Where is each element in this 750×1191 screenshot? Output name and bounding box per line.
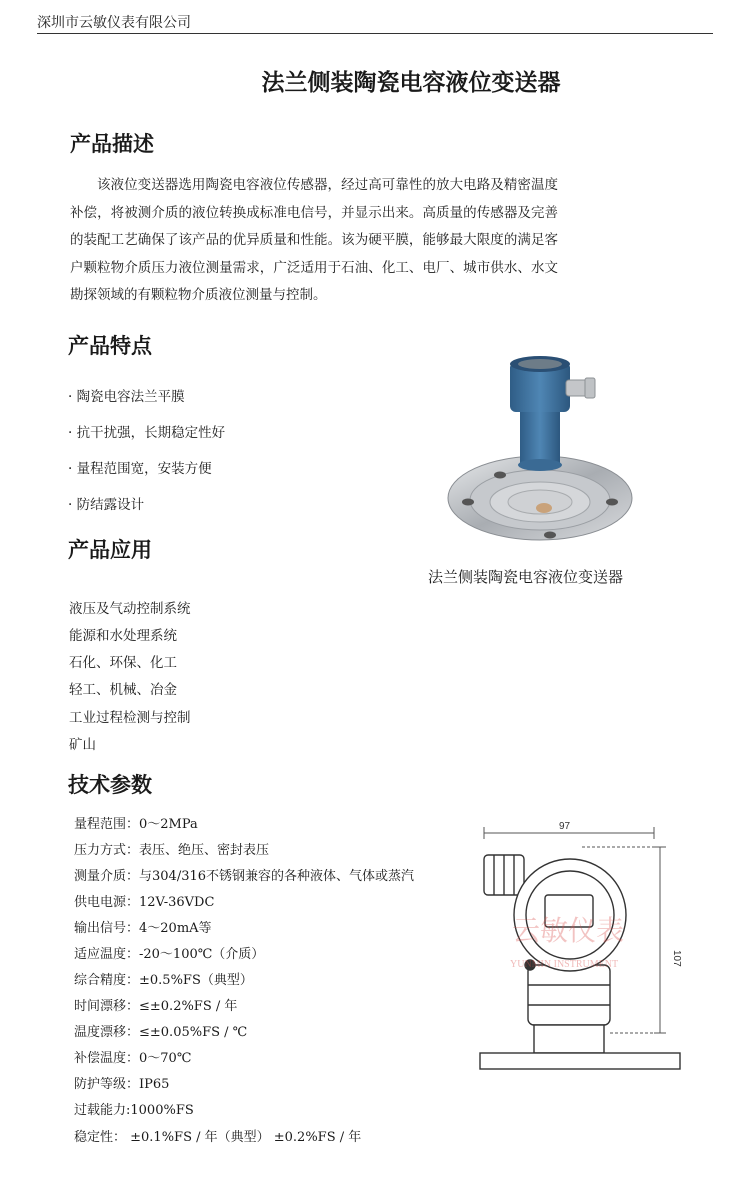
header-divider [37, 33, 713, 34]
page-title: 法兰侧装陶瓷电容液位变送器 [261, 70, 561, 96]
section-heading-applications: 产品应用 [68, 538, 152, 562]
spec-item: 适应温度：-20～100℃（介质） [74, 947, 265, 962]
application-item: 工业过程检测与控制 [69, 710, 191, 726]
feature-item: · 防结露设计 [68, 497, 145, 513]
spec-item: 压力方式：表压、绝压、密封表压 [74, 843, 270, 858]
height-dimension-label: 107 [671, 950, 682, 967]
feature-item: · 量程范围宽，安装方便 [68, 461, 212, 477]
spec-item: 防护等级：IP65 [74, 1077, 170, 1092]
spec-item: 过载能力:1000%FS [74, 1103, 194, 1118]
spec-item: 测量介质：与304/316不锈钢兼容的各种液体、气体或蒸汽 [74, 869, 415, 884]
section-heading-description: 产品描述 [70, 132, 154, 156]
photo-caption: 法兰侧装陶瓷电容液位变送器 [428, 568, 624, 586]
application-item: 液压及气动控制系统 [69, 601, 191, 617]
application-item: 矿山 [69, 737, 96, 753]
dimension-drawing [470, 815, 700, 1075]
company-header: 深圳市云敏仪表有限公司 [37, 15, 191, 31]
watermark-cn: 云敏仪表 [512, 914, 625, 947]
spec-item: 输出信号：4～20mA等 [74, 921, 212, 936]
section-heading-features: 产品特点 [68, 334, 152, 358]
spec-item: 综合精度：±0.5%FS（典型） [74, 973, 253, 988]
width-dimension-label: 97 [559, 821, 571, 832]
application-item: 轻工、机械、冶金 [69, 682, 177, 698]
description-paragraph: 该液位变送器选用陶瓷电容液位传感器，经过高可靠性的放大电路及精密温度补偿，将被测介质的液位转换成标准电信号，并显示出来。高质量的传感器及完善的装配工艺确保了该产品的优异质量和性能。该为硬平膜，能够最大限度的满足客户颗粒物介质压力液位测量需求，广泛适用于石油、化工、电厂、城市供水、水文勘探领域的有颗粒物介质液位测量与控制。 [70, 177, 558, 303]
application-item: 能源和水处理系统 [69, 628, 177, 644]
spec-item: 温度漂移：≤±0.05%FS / ℃ [74, 1025, 248, 1040]
spec-item: 供电电源：12V-36VDC [74, 895, 215, 910]
watermark-en: YUNMIN INSTRUMENT [510, 959, 619, 970]
feature-item: · 陶瓷电容法兰平膜 [68, 389, 185, 405]
spec-item: 稳定性： ±0.1%FS / 年（典型） ±0.2%FS / 年 [74, 1130, 362, 1145]
spec-item: 补偿温度：0～70℃ [74, 1051, 192, 1066]
transmitter-photo [440, 350, 640, 550]
application-item: 石化、环保、化工 [69, 655, 177, 671]
section-heading-specs: 技术参数 [68, 773, 152, 797]
spec-item: 量程范围：0～2MPa [74, 817, 198, 832]
spec-item: 时间漂移：≤±0.2%FS / 年 [74, 999, 238, 1014]
feature-item: · 抗干扰强，长期稳定性好 [68, 425, 226, 441]
